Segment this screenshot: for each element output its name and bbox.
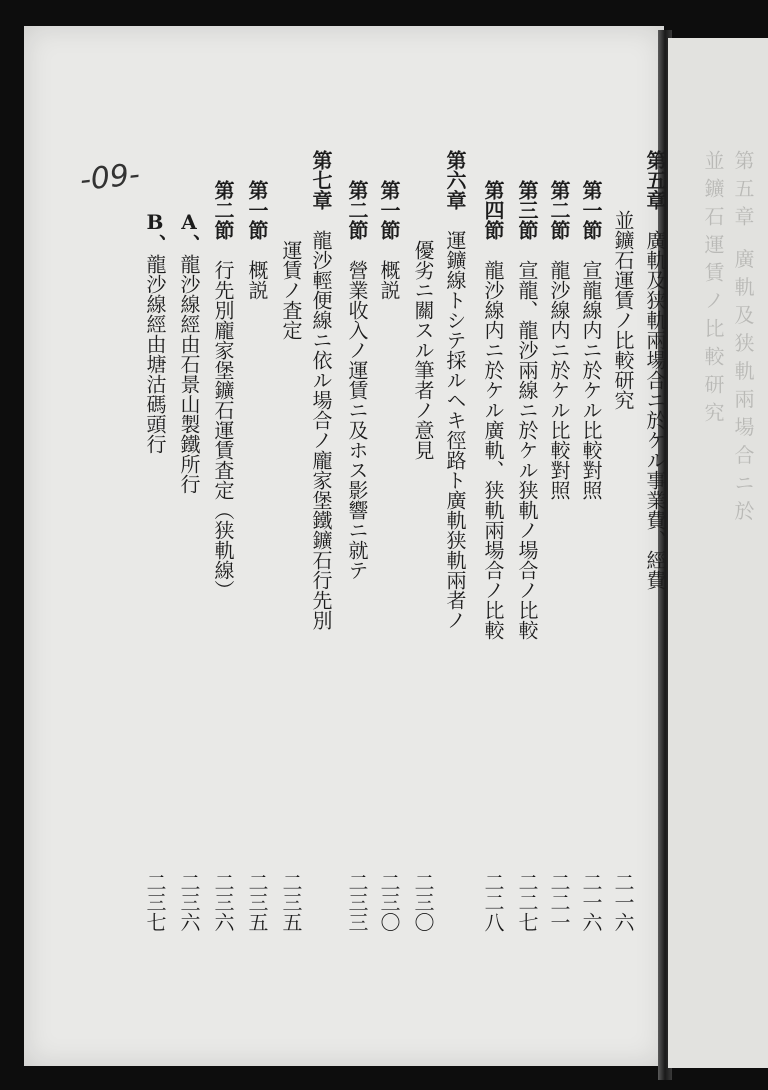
entry-page: 二三〇 (411, 872, 435, 932)
handwritten-page-number: -09- (78, 156, 142, 199)
toc-entry (342, 150, 372, 932)
entry-label: 第七章 (309, 150, 333, 210)
entry-page: 二三六 (177, 872, 201, 932)
entry-page: 二二八 (481, 872, 505, 932)
entry-title: 行先別龐家堡鑛石運賃査定（狭軌線） (211, 260, 235, 600)
entry-label: 第四節 (481, 180, 505, 240)
entry-label: A、 (177, 210, 201, 254)
entry-page: 二三〇 (377, 872, 401, 932)
entry-title: 營業收入ノ運賃ニ及ホス影響ニ就テ (345, 260, 369, 580)
entry-page: 二一六 (611, 872, 635, 932)
entry-page: 二二七 (515, 872, 539, 932)
entry-page: 二三五 (245, 872, 269, 932)
toc-entry (374, 150, 404, 932)
entry-label: 第五章 (643, 150, 667, 210)
toc-entry (408, 150, 438, 932)
toc-entry (140, 150, 170, 932)
entry-title: 運鑛線トシテ採ルヘキ徑路ト廣軌狭軌兩者ノ (443, 230, 467, 630)
toc-entry (544, 150, 574, 932)
entry-label: 第六章 (443, 150, 467, 210)
entry-page: 二三七 (143, 872, 167, 932)
entry-title: 概説 (377, 260, 401, 300)
toc-entry (276, 150, 306, 932)
entry-label: B、 (143, 210, 167, 254)
entry-page: 二二一 (547, 872, 571, 932)
toc-entry (440, 150, 470, 630)
entry-title: 龍沙線内ニ於ケル廣軌、狭軌兩場合ノ比較 (481, 260, 505, 640)
entry-label: 第二節 (547, 180, 571, 240)
toc-entry (512, 150, 542, 932)
entry-title: 並鑛石運賃ノ比較研究 (611, 210, 635, 410)
toc-entry (608, 150, 638, 932)
toc-entry (576, 150, 606, 932)
toc-entry (208, 150, 238, 932)
entry-title: 運賃ノ査定 (279, 240, 303, 340)
toc-entry (242, 150, 272, 932)
entry-title: 龍沙輕便線ニ依ル場合ノ龐家堡鐵鑛石行先別 (309, 230, 333, 630)
entry-label: 第一節 (579, 180, 603, 240)
entry-title: 概説 (245, 260, 269, 300)
entry-title: 廣軌及狭軌兩場合ニ於ケル事業費、經費 (643, 230, 667, 590)
toc-entry (640, 150, 670, 590)
toc-entry (478, 150, 508, 932)
bleed-through-text: 第五章 廣軌及狭軌兩場合ニ於 (731, 150, 755, 529)
entry-label: 第一節 (377, 180, 401, 240)
entry-label: 第二節 (345, 180, 369, 240)
bleed-through-text: 並鑛石運賃ノ比較研究 (701, 150, 725, 430)
toc-entry (306, 150, 336, 630)
entry-title: 宣龍、龍沙兩線ニ於ケル狭軌ノ場合ノ比較 (515, 260, 539, 640)
entry-page: 二三三 (345, 872, 369, 932)
entry-title: 龍沙線經由石景山製鐵所行 (177, 254, 201, 494)
entry-page: 二一六 (579, 872, 603, 932)
entry-page: 二三六 (211, 872, 235, 932)
toc-entry (174, 150, 204, 932)
entry-title: 龍沙線内ニ於ケル比較對照 (547, 260, 571, 500)
entry-title: 優劣ニ關スル筆者ノ意見 (411, 240, 435, 460)
entry-page: 二三五 (279, 872, 303, 932)
entry-title: 龍沙線經由塘沽碼頭行 (143, 254, 167, 454)
entry-label: 第二節 (211, 180, 235, 240)
entry-label: 第三節 (515, 180, 539, 240)
entry-title: 宣龍線内ニ於ケル比較對照 (579, 260, 603, 500)
entry-label: 第一節 (245, 180, 269, 240)
